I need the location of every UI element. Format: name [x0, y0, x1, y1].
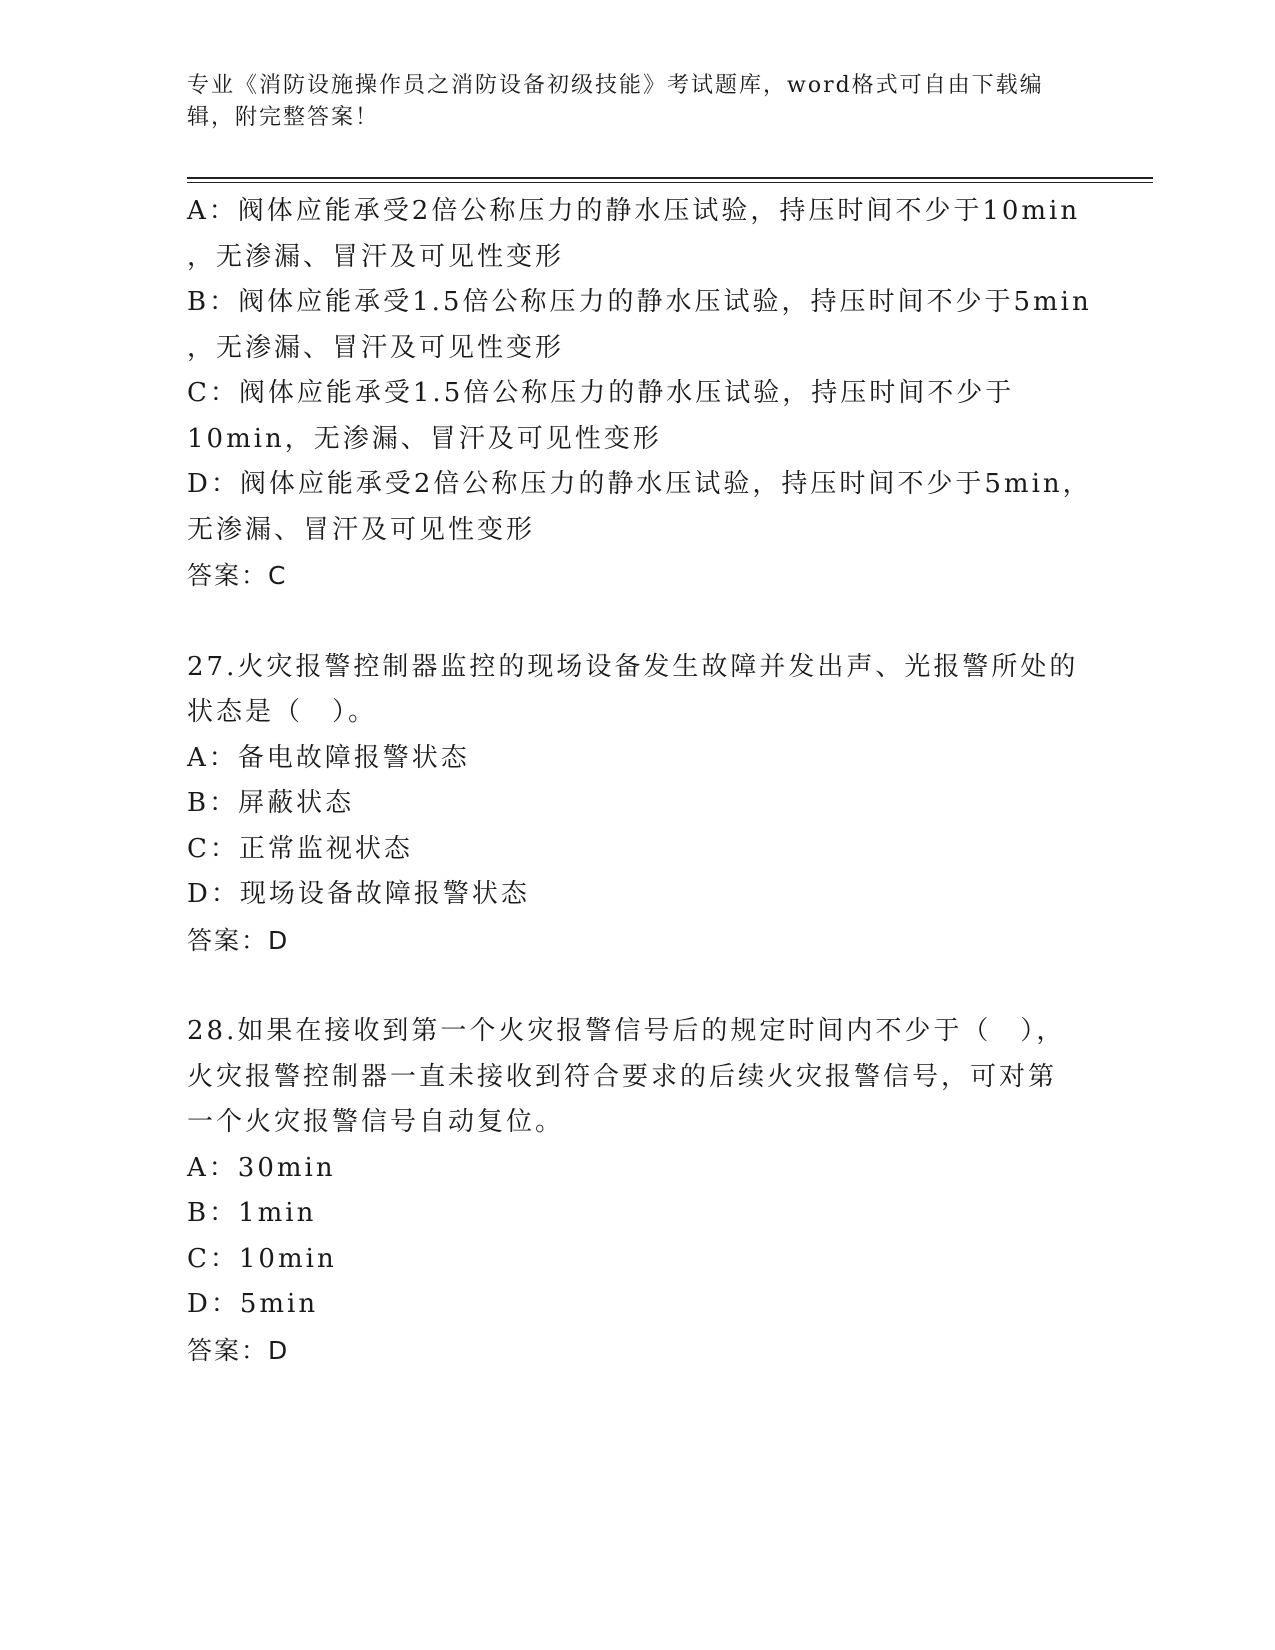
option-d-line-1: D：阀体应能承受2倍公称压力的静水压试验，持压时间不少于5min，	[187, 469, 1092, 499]
option-d-line-2: 无渗漏、冒汗及可见性变形	[187, 514, 536, 545]
answer: 答案：C	[187, 561, 288, 590]
option-b-line-1: B：阀体应能承受1.5倍公称压力的静水压试验，持压时间不少于5min	[187, 287, 1092, 317]
option-a-line-2: ，无渗漏、冒汗及可见性变形	[187, 241, 565, 272]
option-a-line-1: A：阀体应能承受2倍公称压力的静水压试验，持压时间不少于10min	[187, 196, 1081, 226]
option-c: C：10min	[187, 1243, 337, 1274]
question-stem-line-3: 一个火灾报警信号自动复位。	[187, 1107, 565, 1137]
option-c: C：正常监视状态	[187, 833, 413, 864]
question-stem-line-1: 27.火灾报警控制器监控的现场设备发生故障并发出声、光报警所处的	[187, 651, 1079, 682]
option-a: A：备电故障报警状态	[187, 742, 470, 773]
answer: 答案：D	[187, 1335, 290, 1365]
spacer	[187, 599, 1087, 645]
option-b: B：屏蔽状态	[187, 788, 355, 818]
option-d: D：现场设备故障报警状态	[187, 879, 530, 909]
option-b-line-2: ，无渗漏、冒汗及可见性变形	[187, 332, 565, 363]
header-divider	[187, 177, 1153, 183]
question-28	[187, 1009, 1087, 1373]
spacer	[187, 963, 1087, 1009]
answer: 答案：D	[187, 925, 290, 955]
option-c-line-1: C：阀体应能承受1.5倍公称压力的静水压试验，持压时间不少于	[187, 378, 1015, 408]
question-27	[187, 645, 1087, 964]
header-line-2: 辑，附完整答案！	[187, 105, 380, 130]
question-stem-line-2: 火灾报警控制器一直未接收到符合要求的后续火灾报警信号，可对第	[187, 1061, 1058, 1092]
question-stem-line-2: 状态是（ ）。	[187, 697, 378, 727]
option-a: A：30min	[187, 1152, 336, 1183]
option-b: B：1min	[187, 1198, 317, 1228]
document-body	[187, 189, 1092, 1373]
option-c-line-2: 10min，无渗漏、冒汗及可见性变形	[187, 423, 662, 454]
prev-question	[187, 189, 1092, 599]
page-header	[187, 70, 1087, 134]
option-d: D：5min	[187, 1289, 319, 1319]
header-line-1: 专业《消防设施操作员之消防设备初级技能》考试题库，word格式可自由下载编	[187, 73, 1044, 98]
question-stem-line-1: 28.如果在接收到第一个火灾报警信号后的规定时间内不少于（ ），	[187, 1016, 1066, 1046]
